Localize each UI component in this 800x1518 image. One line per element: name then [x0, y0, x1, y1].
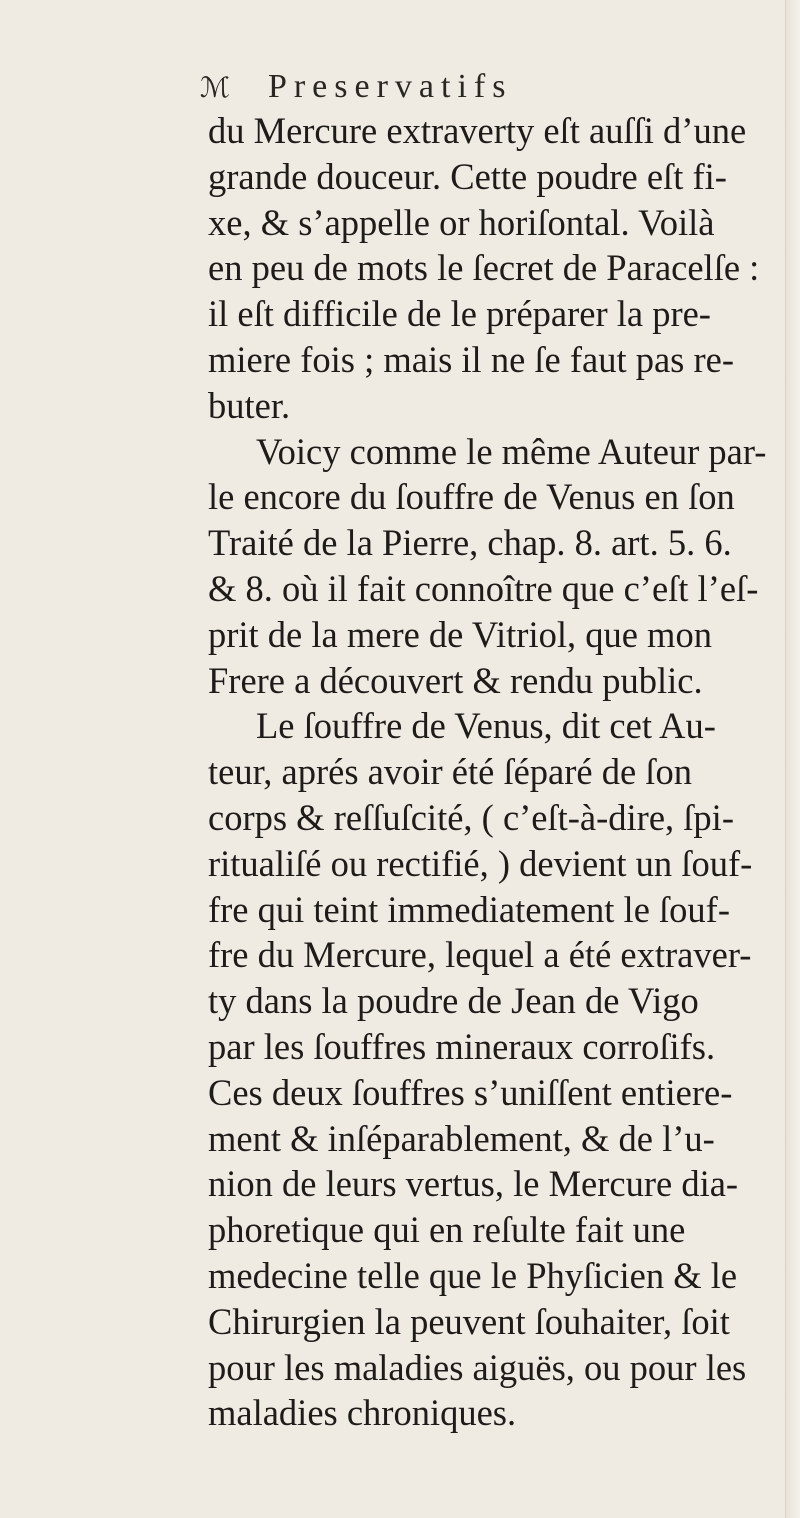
- text-line: xe, & s’appelle or horiſontal. Voilà: [208, 201, 715, 243]
- text-line: le encore du ſouffre de Venus en ſon: [208, 476, 735, 518]
- text-line: prit de la mere de Vitriol, que mon: [208, 613, 712, 655]
- text-line: grande douceur. Cette poudre eſt fi-: [208, 155, 727, 197]
- text-line: fre du Mercure, lequel a été extraver-: [208, 934, 752, 976]
- text-line: Ces deux ſouffres s’uniſſent entiere-: [208, 1071, 733, 1113]
- running-head: Preservatifs: [267, 68, 513, 105]
- text-line: miere fois ; mais il ne ſe faut pas re-: [208, 338, 735, 380]
- text-line: Frere a découvert & rendu public.: [208, 659, 703, 701]
- text-line: medecine telle que le Phyſicien & le: [208, 1254, 738, 1296]
- text-line: Chirurgien la peuvent ſouhaiter, ſoit: [208, 1300, 730, 1342]
- text-line: Voicy comme le même Auteur par-: [256, 430, 767, 472]
- text-line: par les ſouffres mineraux corroſifs.: [208, 1025, 716, 1067]
- text-line: ritualiſé ou rectifié, ) devient un ſouf-: [208, 842, 753, 884]
- text-line: & 8. où il fait connoître que c’eſt l’eſ-: [208, 567, 759, 609]
- text-line: il eſt difficile de le préparer la pre-: [208, 293, 711, 335]
- text-line: fre qui teint immediatement le ſouf-: [208, 888, 730, 930]
- text-line: ment & inſéparablement, & de l’u-: [208, 1117, 715, 1159]
- text-line: Le ſouffre de Venus, dit cet Au-: [256, 705, 716, 747]
- text-line: buter.: [208, 384, 291, 426]
- text-line: corps & reſſuſcité, ( c’eſt-à-dire, ſpi-: [208, 796, 734, 838]
- text-line: pour les maladies aiguës, ou pour les: [208, 1346, 747, 1388]
- text-line: teur, aprés avoir été ſéparé de ſon: [208, 751, 692, 793]
- text-line: du Mercure extraverty eſt auſſi d’une: [208, 110, 747, 151]
- page-header: [200, 68, 760, 106]
- ornament-mark: ℳ: [200, 71, 230, 104]
- text-line: nion de leurs vertus, le Mercure dia-: [208, 1163, 739, 1205]
- body-text: [208, 108, 800, 1436]
- text-line: Traité de la Pierre, chap. 8. art. 5. 6.: [208, 522, 732, 564]
- text-line: en peu de mots le ſecret de Paracelſe :: [208, 247, 760, 289]
- text-line: maladies chroniques.: [208, 1392, 517, 1434]
- text-line: phoretique qui en reſulte fait une: [208, 1209, 686, 1251]
- text-line: ty dans la poudre de Jean de Vigo: [208, 980, 699, 1022]
